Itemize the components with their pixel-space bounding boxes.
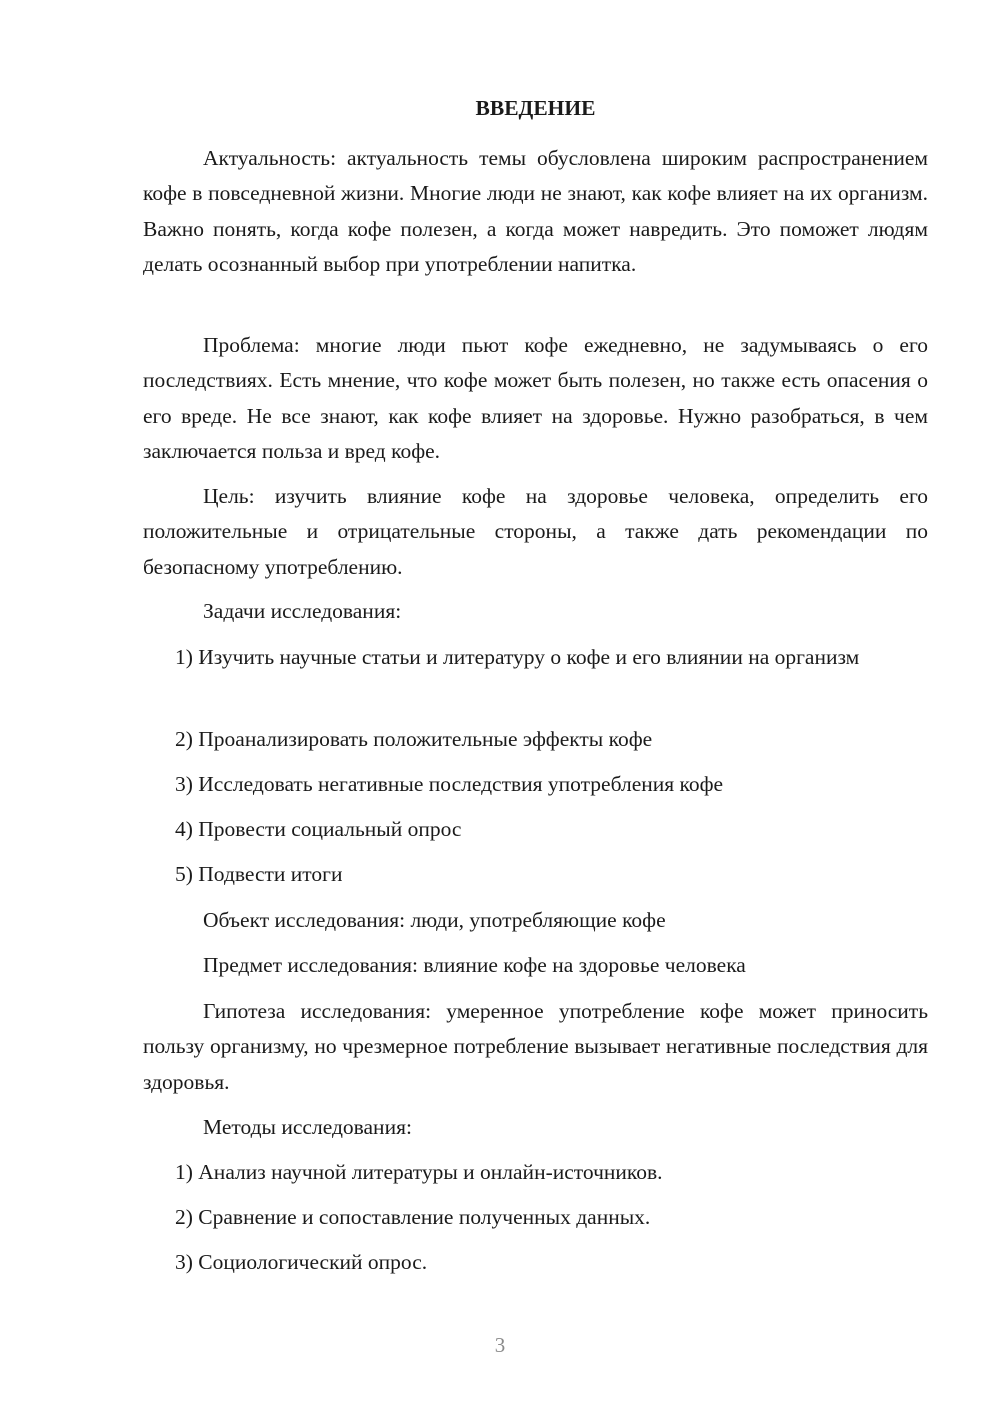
method-item-2: 2) Сравнение и сопоставление полученных данных. bbox=[175, 1205, 651, 1229]
task-item-2: 2) Проанализировать положительные эффекты кофе bbox=[175, 727, 653, 751]
relevance-paragraph: Актуальность: актуальность темы обусловлена широким распространением кофе в повседневной жизни. Многие люди не знают, как кофе влияет на их организм. Важно понять, когда кофе полезен, а когда может навредить. Это поможет людям делать осознанный выбор при употреблении напитка. bbox=[143, 146, 928, 276]
subject-line: Предмет исследования: влияние кофе на здоровье человека bbox=[203, 953, 746, 977]
methods-heading: Методы исследования: bbox=[203, 1115, 412, 1139]
hypothesis-paragraph: Гипотеза исследования: умеренное употребление кофе может приносить пользу организму, но чрезмерное потребление вызывает негативные последствия для здоровья. bbox=[143, 999, 928, 1094]
task-item-3: 3) Исследовать негативные последствия употребления кофе bbox=[175, 772, 724, 796]
task-item-1: 1) Изучить научные статьи и литературу о кофе и его влиянии на организм bbox=[175, 645, 860, 669]
page-title: ВВЕДЕНИЕ bbox=[475, 96, 596, 120]
tasks-heading: Задачи исследования: bbox=[203, 599, 402, 623]
method-item-3: 3) Социологический опрос. bbox=[175, 1250, 428, 1274]
goal-paragraph: Цель: изучить влияние кофе на здоровье человека, определить его положительные и отрицательные стороны, а также дать рекомендации по безопасному употреблению. bbox=[143, 484, 928, 579]
task-item-5: 5) Подвести итоги bbox=[175, 862, 343, 886]
task-item-4: 4) Провести социальный опрос bbox=[175, 817, 462, 841]
method-item-1: 1) Анализ научной литературы и онлайн-источников. bbox=[175, 1160, 663, 1184]
object-line: Объект исследования: люди, употребляющие кофе bbox=[203, 908, 666, 932]
page-number: 3 bbox=[494, 1333, 506, 1357]
problem-paragraph: Проблема: многие люди пьют кофе ежедневно, не задумываясь о его последствиях. Есть мнение, что кофе может быть полезен, но также есть опасения о его вреде. Не все знают, как кофе влияет на здоровье. Нужно разобраться, в чем заключается польза и вред кофе. bbox=[143, 333, 928, 463]
